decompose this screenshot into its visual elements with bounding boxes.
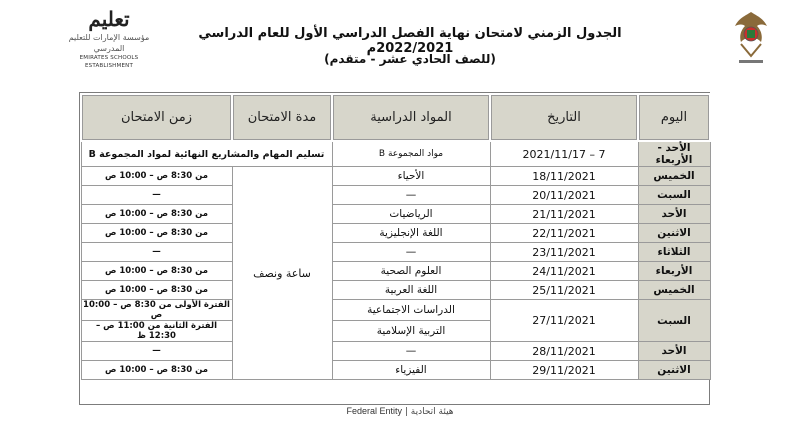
logo-english-name: EMIRATES SCHOOLS ESTABLISHMENT xyxy=(79,55,139,69)
day-cell: الاثنين xyxy=(638,224,710,243)
time-cell: من 8:30 ص – 10:00 ص xyxy=(81,361,232,380)
date-cell: 23/11/2021 xyxy=(490,243,638,262)
page-header xyxy=(0,0,800,90)
schedule-table xyxy=(80,93,711,380)
date-cell: 21/11/2021 xyxy=(490,205,638,224)
time-cell: — xyxy=(81,243,232,262)
duration-cell: ساعة ونصف xyxy=(232,167,332,380)
day-cell: الأحد xyxy=(638,342,710,361)
subject-cell: الفيزياء xyxy=(332,361,490,380)
time-cell: من 8:30 ص – 10:00 ص xyxy=(81,167,232,186)
table-row xyxy=(81,243,710,262)
table-row xyxy=(81,224,710,243)
col-time: زمن الامتحان xyxy=(81,94,232,141)
date-cell: 24/11/2021 xyxy=(490,262,638,281)
uae-emblem-icon xyxy=(731,8,771,68)
time-cell: الفترة الثانية من 11:00 ص – 12:30 ظ xyxy=(81,321,232,342)
subject-cell: التربية الإسلامية xyxy=(332,321,490,342)
day-cell: الثلاثاء xyxy=(638,243,710,262)
day-cell: الخميس xyxy=(638,281,710,300)
logo-mark: تعليم xyxy=(88,7,130,31)
table-row xyxy=(81,300,710,321)
time-cell: — xyxy=(81,186,232,205)
table-row xyxy=(81,167,710,186)
table-row xyxy=(81,186,710,205)
subject-cell: مواد المجموعة B xyxy=(332,141,490,167)
table-row xyxy=(81,281,710,300)
subject-cell: الأحياء xyxy=(332,167,490,186)
day-cell: الأحد xyxy=(638,205,710,224)
date-cell: 25/11/2021 xyxy=(490,281,638,300)
table-row xyxy=(81,141,710,167)
day-cell: الأحد - الأربعاء xyxy=(638,141,710,167)
time-cell: — xyxy=(81,342,232,361)
subject-cell: اللغة الإنجليزية xyxy=(332,224,490,243)
subject-cell: الدراسات الاجتماعية xyxy=(332,300,490,321)
day-cell: السبت xyxy=(638,300,710,342)
subject-cell: — xyxy=(332,243,490,262)
time-cell: من 8:30 ص – 10:00 ص xyxy=(81,224,232,243)
day-cell: السبت xyxy=(638,186,710,205)
table-row xyxy=(81,361,710,380)
date-cell: 28/11/2021 xyxy=(490,342,638,361)
date-cell: 7 – 2021/11/17 xyxy=(490,141,638,167)
day-cell: الخميس xyxy=(638,167,710,186)
date-cell: 29/11/2021 xyxy=(490,361,638,380)
col-duration: مدة الامتحان xyxy=(232,94,332,141)
table-row xyxy=(81,342,710,361)
page-title: الجدول الزمني لامتحان نهاية الفصل الدراسي الأول للعام الدراسي 2022/2021م xyxy=(198,26,622,56)
footer-separator: | xyxy=(404,407,408,417)
time-cell: من 8:30 ص – 10:00 ص xyxy=(81,281,232,300)
table-row xyxy=(81,205,710,224)
submission-note: تسليم المهام والمشاريع النهائية لمواد المجموعة B xyxy=(81,141,332,167)
date-cell: 22/11/2021 xyxy=(490,224,638,243)
exam-schedule-table xyxy=(79,92,710,405)
time-cell: من 8:30 ص – 10:00 ص xyxy=(81,262,232,281)
col-subject: المواد الدراسية xyxy=(332,94,490,141)
subject-cell: العلوم الصحية xyxy=(332,262,490,281)
ese-logo xyxy=(62,6,156,68)
col-day: اليوم xyxy=(638,94,710,141)
date-cell: 27/11/2021 xyxy=(490,300,638,342)
date-cell: 20/11/2021 xyxy=(490,186,638,205)
day-cell: الأربعاء xyxy=(638,262,710,281)
subject-cell: — xyxy=(332,342,490,361)
logo-arabic-name: مؤسسة الإمارات للتعليم المدرسي xyxy=(68,33,150,53)
time-cell: الفترة الأولى من 8:30 ص – 10:00 ص xyxy=(81,300,232,321)
footer-federal-entity: Federal Entity xyxy=(346,406,402,416)
page-footer xyxy=(290,406,510,417)
header-row xyxy=(81,94,710,141)
subject-cell: الرياضيات xyxy=(332,205,490,224)
page-subtitle: (للصف الحادي عشر - متقدم) xyxy=(324,52,496,66)
day-cell: الاثنين xyxy=(638,361,710,380)
subject-cell: اللغة العربية xyxy=(332,281,490,300)
table-row xyxy=(81,262,710,281)
subject-cell: — xyxy=(332,186,490,205)
time-cell: من 8:30 ص – 10:00 ص xyxy=(81,205,232,224)
date-cell: 18/11/2021 xyxy=(490,167,638,186)
col-date: التاريخ xyxy=(490,94,638,141)
footer-federal-entity-ar: هيئة اتحادية xyxy=(410,407,454,417)
